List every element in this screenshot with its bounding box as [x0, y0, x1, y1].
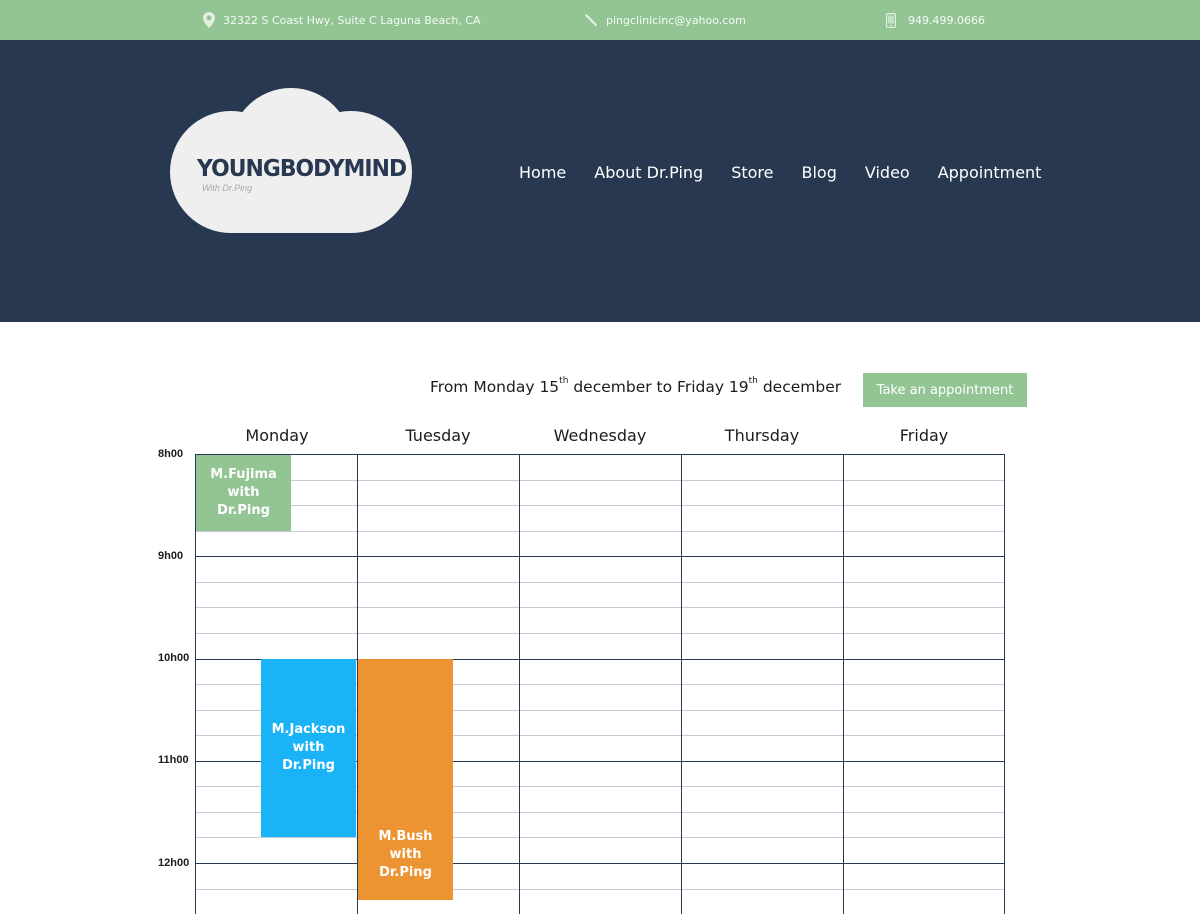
event-fujima[interactable] — [196, 455, 291, 531]
pencil-icon — [584, 13, 598, 27]
quarter-gridline — [195, 582, 1005, 583]
address-text: 32322 S Coast Hwy, Suite C Laguna Beach, CA — [223, 13, 481, 27]
phone-icon — [886, 13, 896, 28]
quarter-gridline — [195, 607, 1005, 608]
day-header-tuesday: Tuesday — [405, 426, 471, 445]
hour-gridline — [195, 454, 1005, 455]
map-pin-icon — [203, 12, 215, 28]
quarter-gridline — [195, 889, 1005, 890]
quarter-gridline — [195, 480, 1005, 481]
hour-label: 10h00 — [158, 652, 190, 664]
day-column-divider — [519, 454, 520, 914]
quarter-gridline — [195, 531, 1005, 532]
range-end: december — [757, 378, 842, 396]
email-item[interactable] — [584, 0, 746, 40]
brand-name: YOUNGBODYMIND — [197, 156, 407, 182]
event-jackson[interactable] — [261, 659, 356, 837]
quarter-gridline — [195, 633, 1005, 634]
nav-blog[interactable]: Blog — [801, 163, 837, 182]
hour-label: 8h00 — [158, 448, 184, 460]
event-label: M.Fujima with Dr.Ping — [210, 467, 277, 518]
event-label: M.Bush with Dr.Ping — [378, 829, 433, 880]
hour-label: 9h00 — [158, 550, 184, 562]
logo[interactable] — [170, 88, 415, 236]
brand-tagline: With Dr.Ping — [202, 183, 253, 193]
range-mid: december to Friday 19 — [568, 378, 749, 396]
day-column-divider — [1004, 454, 1005, 914]
day-column-divider — [681, 454, 682, 914]
main-nav — [519, 163, 1041, 182]
hour-label: 11h00 — [158, 754, 189, 766]
take-appointment-button[interactable]: Take an appointment — [863, 373, 1027, 407]
day-header-monday: Monday — [245, 426, 309, 445]
day-header-friday: Friday — [899, 426, 949, 445]
address-item — [203, 0, 481, 40]
event-label: M.Jackson with Dr.Ping — [271, 722, 346, 773]
day-header-wednesday: Wednesday — [553, 426, 647, 445]
range-from-suffix: th — [559, 376, 569, 386]
day-header-thursday: Thursday — [724, 426, 800, 445]
phone-item[interactable] — [886, 0, 985, 40]
day-column-divider — [843, 454, 844, 914]
site-header — [0, 40, 1200, 322]
range-from: From Monday 15 — [430, 378, 560, 396]
event-bush[interactable] — [358, 659, 453, 900]
quarter-gridline — [195, 837, 1005, 838]
hour-gridline — [195, 556, 1005, 557]
hour-gridline — [195, 863, 1005, 864]
nav-about[interactable]: About Dr.Ping — [594, 163, 704, 182]
nav-home[interactable]: Home — [519, 163, 567, 182]
email-text[interactable]: pingclinicinc@yahoo.com — [606, 13, 746, 27]
nav-video[interactable]: Video — [864, 163, 910, 182]
range-to-suffix: th — [748, 376, 758, 386]
nav-appointment[interactable]: Appointment — [937, 163, 1042, 182]
nav-store[interactable]: Store — [731, 163, 774, 182]
contact-bar — [0, 0, 1200, 40]
date-range — [430, 378, 841, 396]
hour-label: 12h00 — [158, 857, 190, 869]
quarter-gridline — [195, 505, 1005, 506]
phone-text[interactable]: 949.499.0666 — [908, 13, 985, 27]
